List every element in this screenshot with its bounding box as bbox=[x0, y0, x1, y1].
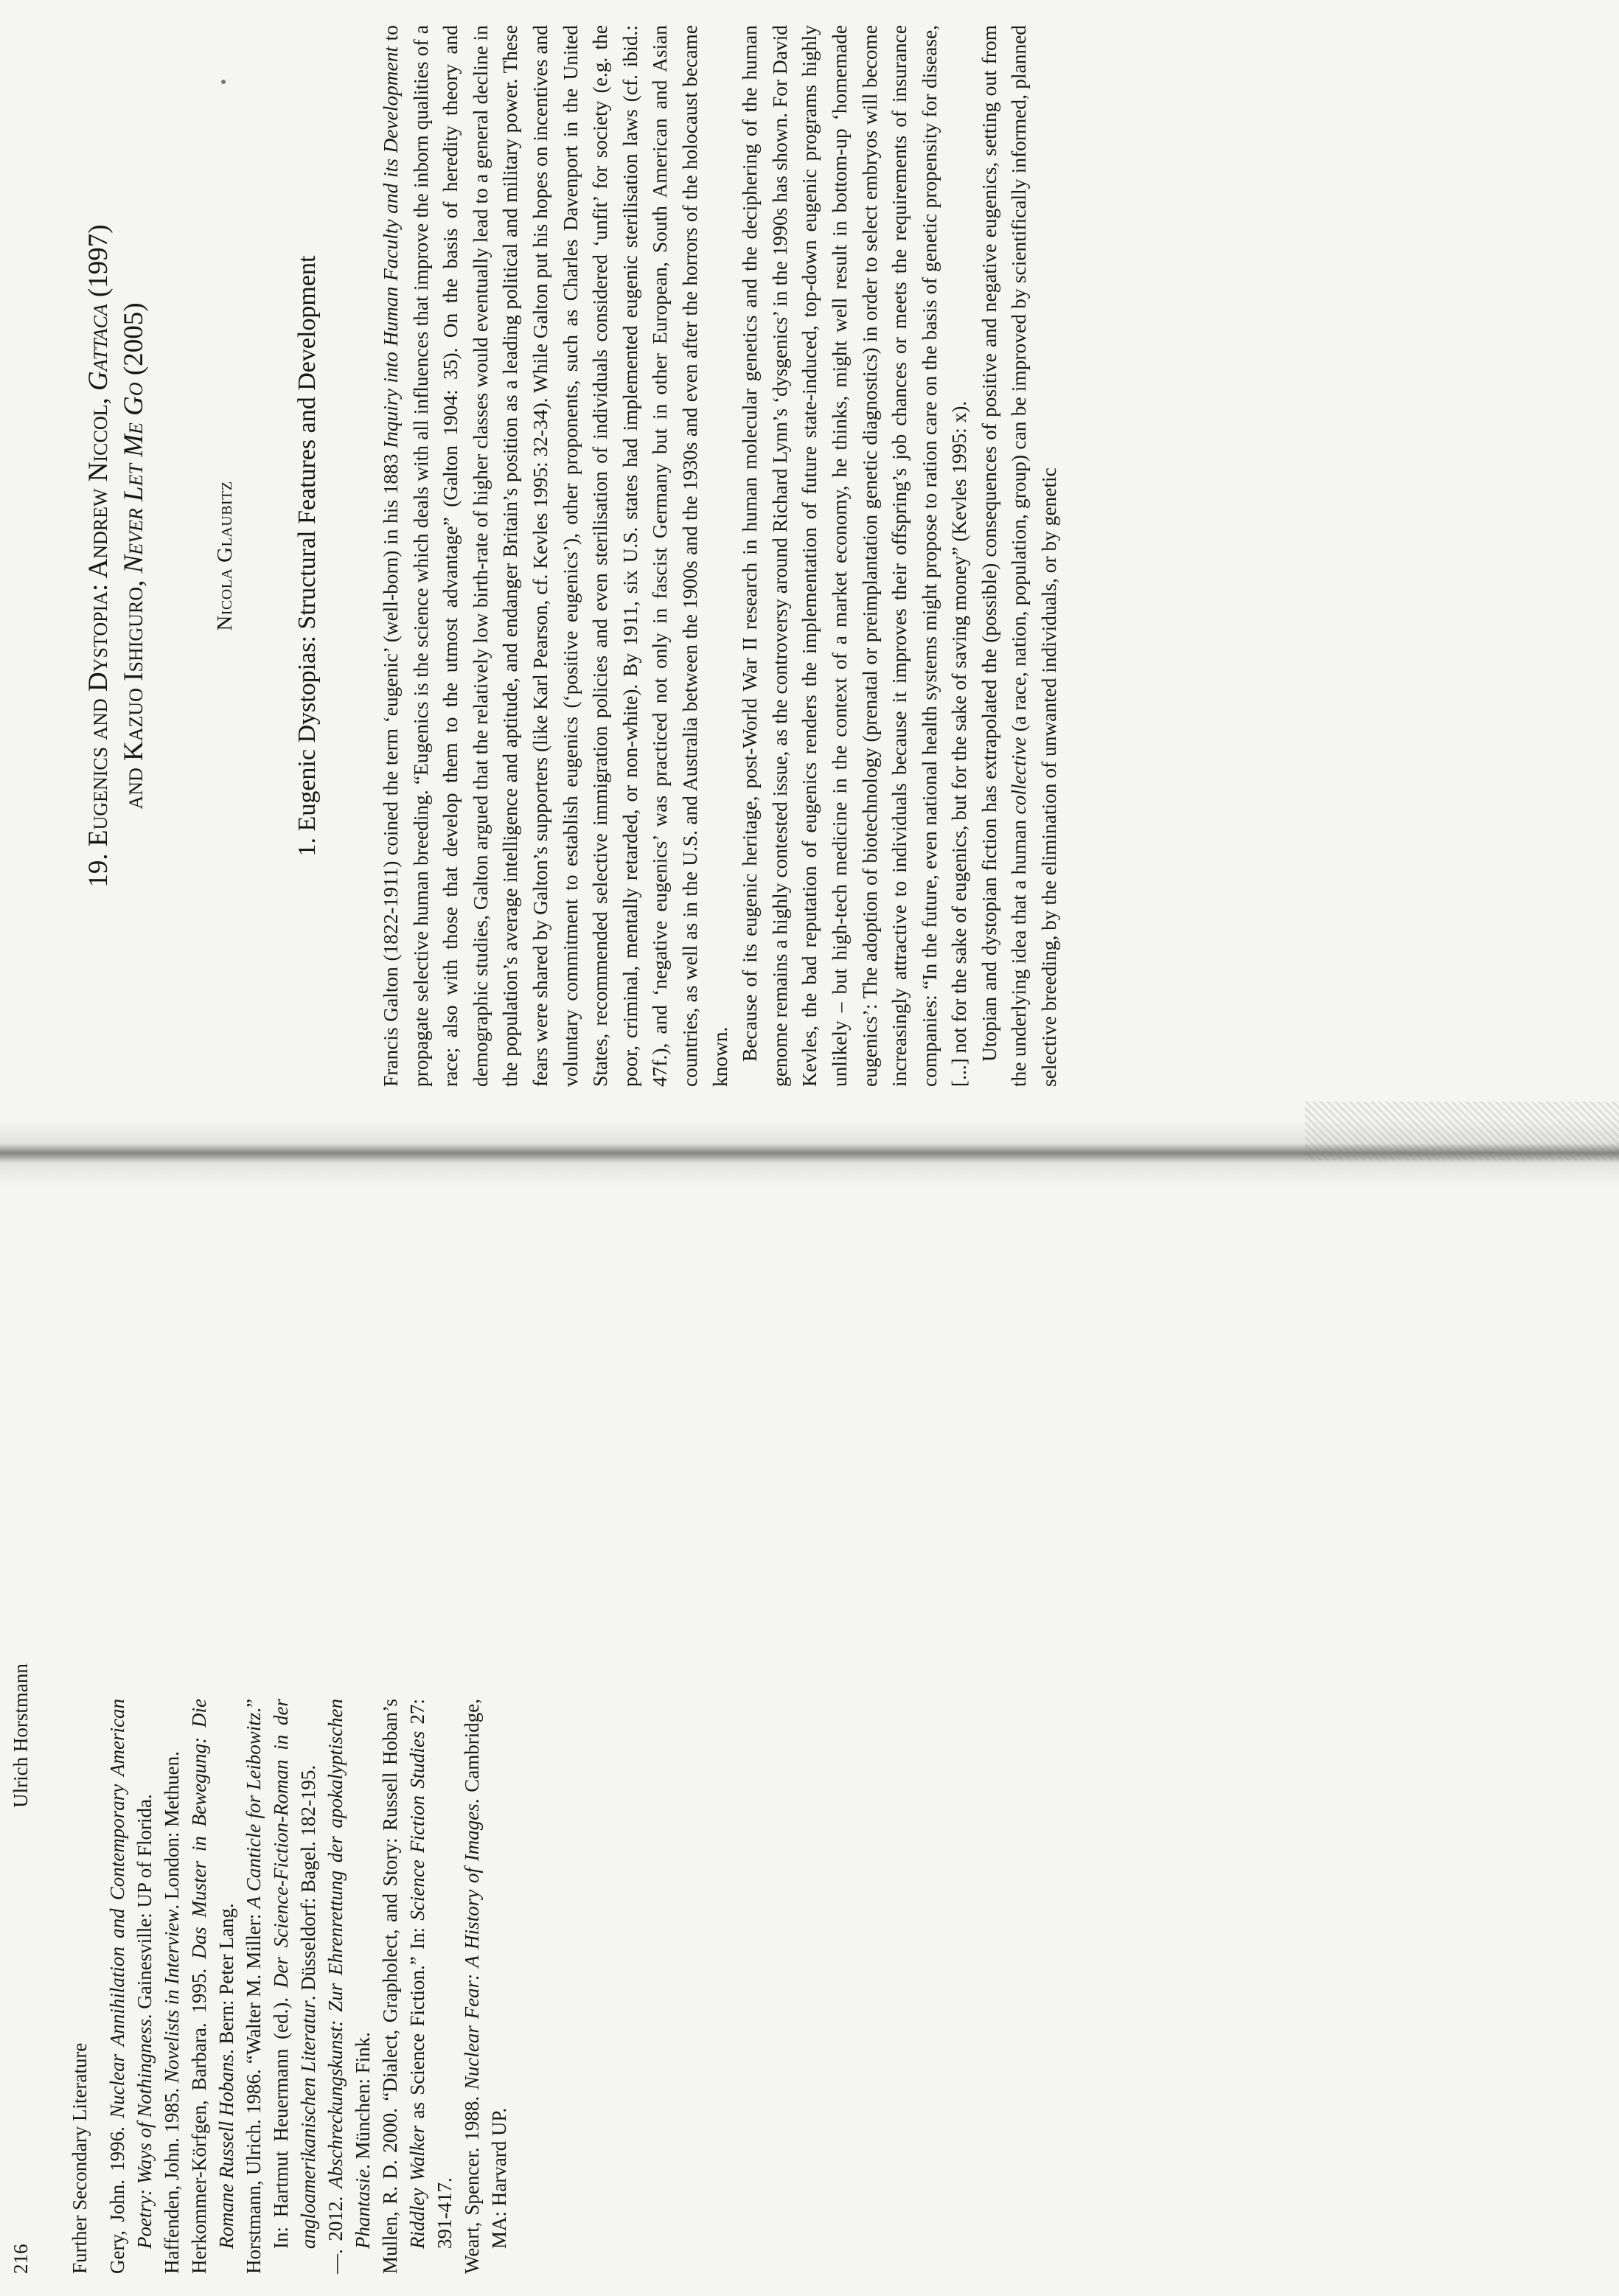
reference-title: Abschreckungskunst: Zur Ehrenrettung der apokalyptischen Phantasie bbox=[324, 1699, 374, 2249]
reference-author: Horstmann, Ulrich. 1986. “Walter M. Miller: bbox=[243, 1908, 265, 2274]
chapter-title bbox=[81, 25, 152, 1087]
running-head bbox=[6, 1197, 35, 2274]
reference-title: Novelists in Interview bbox=[161, 1909, 183, 2084]
paragraph-text: Utopian and dystopian fiction has extrapolated the (possible) consequences of positive and negative eugenics, setting out from the underlying idea that a human bbox=[978, 25, 1031, 1087]
reference-entry bbox=[186, 1699, 240, 2274]
scan-speck bbox=[221, 80, 226, 84]
chapter-title-year: (2005) bbox=[119, 302, 149, 383]
reference-publisher: . Gainesville: UP of Florida. bbox=[133, 1794, 156, 2020]
reference-publisher: . Cambridge, MA: Harvard UP. bbox=[461, 1699, 510, 2249]
emphasis: collective bbox=[1008, 737, 1031, 815]
reference-author: Weart, Spencer. 1988. bbox=[461, 2090, 483, 2274]
reference-entry bbox=[322, 1699, 377, 2274]
reference-entry bbox=[104, 1699, 159, 2274]
reference-author: Mullen, R. D. 2000. “Dialect, Grapholect, and Story: Russell Hoban’s bbox=[379, 1699, 401, 2274]
running-head-author: Ulrich Horstmann bbox=[10, 1663, 32, 1808]
paragraph-text: to propagate selective human breeding. “Eugenics is the science which deals with all influences that improve the inborn qualities of a race; also with those that develop them to the utmost advantage” (Galton 1904: 35). On the basis of heredity theory and demographic studies, Galton argued that the relatively low birth-rate of higher classes would eventually lead to a general decline in the population’s average intelligence and aptitude, and endanger Britain’s position as a leading political and military power. These fears were shared by Galton’s supporters (like Karl Pearson, cf. Kevles 1995: 32-34). While Galton put his hopes on incentives and voluntary commitment to establish eugenics (‘positive eugenics’), other proponents, such as Charles Davenport in the United States, recommended selective immigration policies and even sterilisation of individuals considered ‘unfit’ for society (e.g. the poor, criminal, mentally retarded, or non-white). By 1911, six U.S. states had implemented eugenic sterilisation laws (cf. ibid.: 47f.), and ‘negative eugenics’ was practiced not only in fascist Germany but in other European, South American and Asian countries, as well as in the U.S. and Australia between the 1900s and the 1930s and even after the horrors of the holocaust became known. bbox=[380, 25, 731, 1087]
paragraph: Because of its eugenic heritage, post-World War II research in human molecular genetics and the deciphering of the human genome remains a highly contested issue, as the controversy around Richard Lynn’s ‘dysgenics’ in the 1990s has shown. For David Kevles, the bad reputation of eugenics renders the implementation of future state-induced, top-down eugenic programs highly unlikely – but high-tech medicine in the context of a market economy, he thinks, might well result in bottom-up ‘homemade eugenics’: The adoption of biotechnology (prenatal or preimplantation genetic diagnostics) in order to select embryos will become increasingly attractive to individuals because it improves their offspring’s job chances or meets the requirements of insurance companies: “In the future, even national health systems might propose to ration care on the basis of genetic propensity for disease, [...] not for the sake of eugenics, but for the sake of saving money” (Kevles 1995: x). bbox=[739, 25, 971, 1087]
page-number: 216 bbox=[10, 2244, 32, 2274]
chapter-title-text: 19. Eugenics and Dystopia: Andrew Niccol, bbox=[83, 391, 114, 888]
paragraph bbox=[975, 25, 1065, 1087]
paragraph-text: (a race, nation, population, group) can be improved by scientifically informed, planned selective breeding, by the elimination of unwanted individuals, or by genetic bbox=[1008, 25, 1061, 1087]
paragraph bbox=[376, 25, 735, 1087]
reference-journal: Science Fiction Studies bbox=[406, 1730, 428, 1921]
right-page bbox=[0, 0, 1619, 1146]
reference-publisher: . London: Methuen. bbox=[161, 1751, 183, 1910]
chapter-title-novel: Never Let Me Go bbox=[119, 382, 149, 574]
reference-entry bbox=[377, 1699, 459, 2274]
reference-book-title: Der Science-Fiction-Roman in der angloamerikanischen Literatur bbox=[270, 1699, 319, 2249]
left-page bbox=[0, 1161, 1619, 2296]
paragraph-text: Francis Galton (1822-1911) coined the term ‘eugenic’ (well-born) in his 1883 bbox=[380, 448, 402, 1087]
reference-author: Herkommer-Körfgen, Barbara. 1995. bbox=[188, 1958, 210, 2274]
chapter-title-text: and Kazuo Ishiguro, bbox=[119, 573, 149, 810]
reference-title: Nuclear Fear: A History of Images bbox=[461, 1803, 483, 2090]
reference-title: Das Muster in Bewegung: Die Romane Russell Hobans bbox=[188, 1699, 237, 2249]
chapter-title-year: (1997) bbox=[83, 224, 114, 305]
reference-author: —. 2012. bbox=[324, 2188, 347, 2274]
reference-entry bbox=[159, 1699, 186, 2274]
reference-publisher: . Bern: Peter Lang. bbox=[215, 1903, 237, 2055]
reference-entry bbox=[459, 1699, 513, 2274]
reference-publisher: . Düsseldorf: Bagel. 182-195. bbox=[297, 1764, 319, 2001]
reference-pages: 27: 391-417. bbox=[406, 1699, 456, 2249]
references-section bbox=[66, 1699, 513, 2274]
reference-title: A Canticle for Leibowitz bbox=[243, 1712, 265, 1909]
reference-author: Gery, John. 1996. bbox=[106, 2118, 128, 2274]
chapter-title-film: Gattaca bbox=[83, 304, 114, 391]
reference-title: Riddley Walker bbox=[406, 2125, 428, 2249]
reference-editor: .” In: Hartmut Heuermann (ed.). bbox=[243, 1699, 292, 2249]
reference-author: Haffenden, John. 1985. bbox=[161, 2083, 183, 2274]
references-heading: Further Secondary Literature bbox=[69, 2042, 91, 2274]
section-heading: 1. Eugenic Dystopias: Structural Features and Development bbox=[293, 255, 321, 857]
reference-article-rest: as Science Fiction.” In: bbox=[406, 1920, 428, 2126]
body-text bbox=[376, 25, 1065, 1087]
chapter-author: Nicola Glaubitz bbox=[213, 481, 237, 631]
book-title: Inquiry into Human Faculty and its Development bbox=[380, 46, 402, 448]
reference-entry bbox=[240, 1699, 322, 2274]
reference-publisher: . München: Fink. bbox=[352, 2032, 374, 2169]
reference-title: Nuclear Annihilation and Contemporary American Poetry: Ways of Nothingness bbox=[106, 1699, 156, 2249]
